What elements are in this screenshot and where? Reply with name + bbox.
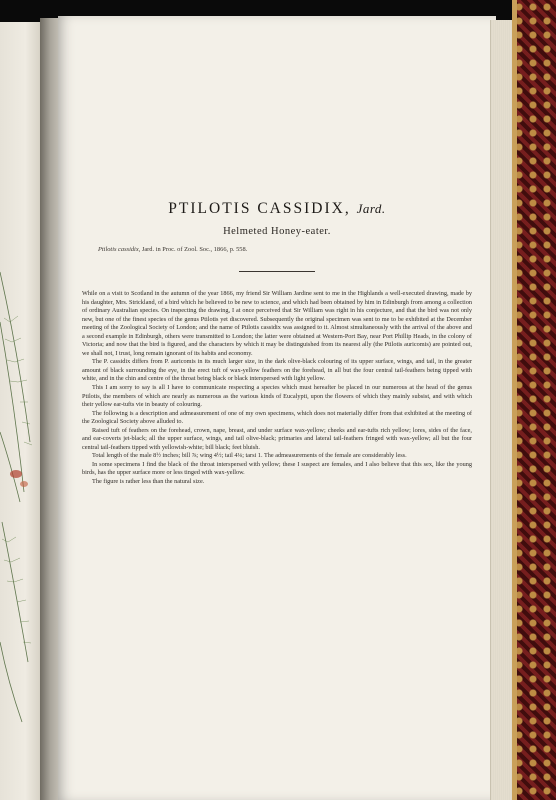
common-name: Helmeted Honey-eater. xyxy=(223,226,331,237)
article-body xyxy=(82,290,472,487)
species-title xyxy=(82,200,472,218)
paragraph: The P. cassidix differs from P. auricomis in its much larger size, in the dark olive-black colouring of its upper surface, wings, and tail, in the greater amount of black surrounding the eye, in the erect tuft of wax-yellow feathers on the forehead, in all but the four central tail-feathers being tipped with white, and in the chin and centre of the throat being black or black interspersed with light yellow. xyxy=(82,358,472,383)
title-main: PTILOTIS CASSIDIX, xyxy=(168,200,351,217)
page-edges xyxy=(490,20,513,800)
binding-gilt-edge xyxy=(512,0,517,800)
divider-rule xyxy=(239,271,315,272)
paragraph: The figure is rather less than the natural size. xyxy=(92,478,205,486)
reference-line xyxy=(98,246,472,253)
article xyxy=(82,200,472,487)
book-binding xyxy=(512,0,556,800)
binding-pattern xyxy=(512,0,556,800)
paragraph: This I am sorry to say is all I have to communicate respecting a species which must hereafter be placed in our numerous at the head of the genus Ptilotis, the members of which are nearly as numerous as the various kinds of Eucalypti, upon the flowers of which they mainly subsist, and with which their yellow ear-tufts vie in beauty of colouring. xyxy=(82,384,472,409)
paragraph: While on a visit to Scotland in the autumn of the year 1866, my friend Sir William Jardine sent to me in the Highlands a well-executed drawing, made by his daughter, Mrs. Strickland, of a bird which he believed to be new to science, and which had been obtained by him in Edinburgh from among a collection of ordinary Australian species. On inspecting the drawing, I at once perceived that Sir William was right in his conjecture, and that the bird was not only new, but one of the finest species of the genus Ptilotis yet discovered. Subsequently the original specimen was sent to me to be exhibited at the December meeting of the Zoological Society of London; and the name of Ptilotis cassidix was assigned to it. Almost simultaneously with the arrival of the above and a second example in Edinburgh, others were transmitted to London; the latter were obtained at Western-Port Bay, near Port Phillip Heads, in the colony of Victoria; and now that the bird is figured, and the characters by which it may be distinguished from its nearest ally (the Ptilotis auricomis) are pointed out, we shall not, I trust, long remain ignorant of its habits and economy. xyxy=(82,290,472,357)
title-author: Jard. xyxy=(356,201,386,216)
reference-name: Ptilotis cassidix xyxy=(98,246,139,253)
paragraph: Total length of the male 8½ inches; bill ⅞; wing 4½; tail 4⅛; tarsi 1. The admeasurements of the female are considerably less. xyxy=(92,452,407,460)
reference-source: , Jard. in Proc. of Zool. Soc., 1866, p. 558. xyxy=(138,246,248,253)
paragraph: The following is a description and admeasurement of one of my own specimens, which does not materially differ from that exhibited at the meeting of the Zoological Society above alluded to. xyxy=(82,409,472,426)
paragraph: In some specimens I find the black of the throat interspersed with yellow; these I suspect are females, and I also believe that this sex, like the young birds, has the upper surface more or less tinged with wax-yellow. xyxy=(82,460,472,477)
paragraph: Raised tuft of feathers on the forehead, crown, nape, breast, and under surface wax-yellow; cheeks and ear-tufts rich yellow; lores, sides of the face, and ear-coverts jet-black; all the upper surface, wings, and tail olive-black; primaries and lateral tail-feathers fringed with wax-yellow; all but the four central tail-feathers tipped with yellowish-white; bill black; feet bluish. xyxy=(82,426,472,451)
